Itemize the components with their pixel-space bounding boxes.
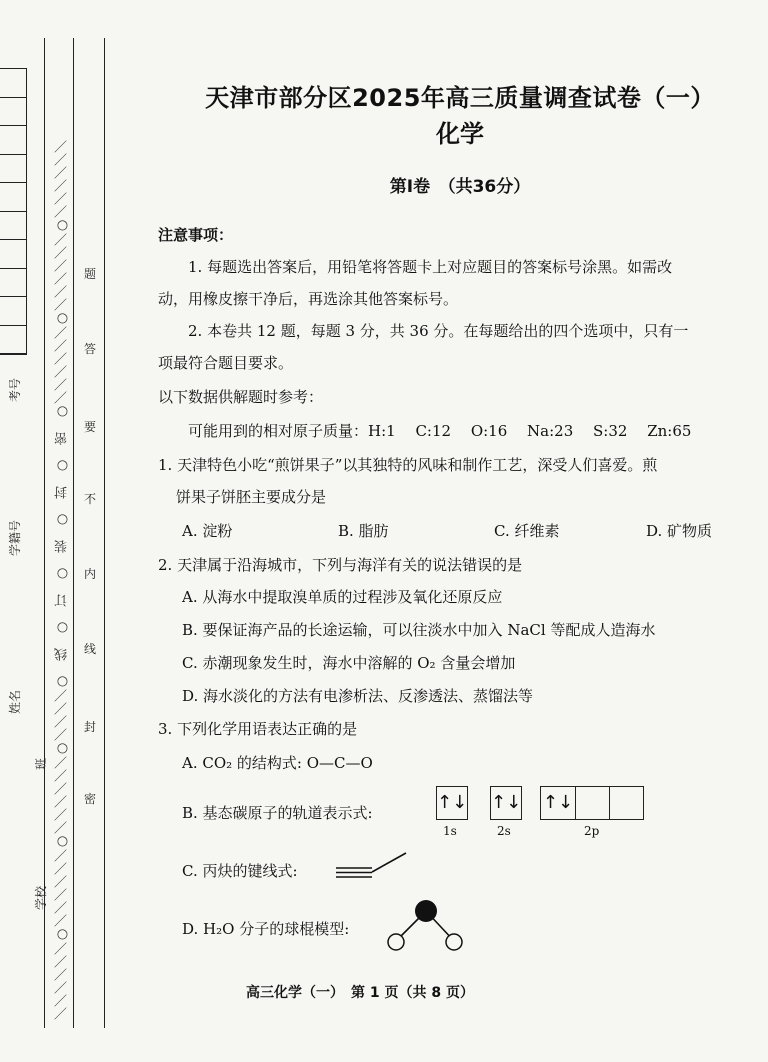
- q1-option-d: D. 矿物质: [646, 522, 713, 540]
- seal-char-mi: 密: [84, 792, 97, 806]
- exam-subject: 化学: [436, 120, 484, 148]
- q1-stem-line-2: 饼果子饼胚主要成分是: [176, 488, 327, 506]
- label-exam-number: 考号: [8, 377, 22, 402]
- q3-option-b: B. 基态碳原子的轨道表示式:: [182, 804, 373, 822]
- notes-heading: 注意事项：: [158, 226, 234, 244]
- note-2-line-1: 2. 本卷共 12 题，每题 3 分，共 36 分。在每题给出的四个选项中，只有一: [188, 322, 689, 340]
- q3-option-a: A. CO₂ 的结构式: O—C—O: [182, 754, 373, 772]
- orbital-label-2s: 2s: [497, 824, 511, 838]
- seal-char-bu: 不: [84, 492, 97, 506]
- page-footer: 高三化学（一） 第 1 页（共 8 页）: [246, 985, 474, 1001]
- q2-option-d: D. 海水淡化的方法有电渗析法、反渗透法、蒸馏法等: [182, 687, 534, 705]
- seal-char-nei: 内: [84, 567, 97, 581]
- label-school: 学校: [34, 885, 48, 910]
- seal-char-feng: 封: [84, 720, 97, 734]
- binding-line-1: [44, 38, 45, 1028]
- exam-number-boxes: [0, 68, 27, 355]
- q3-option-d: D. H₂O 分子的球棍模型:: [182, 920, 350, 938]
- seal-dash-line: ／／／／／／○／／／／／／○／／／／／／○／／／／○ 线 ○ 订 ○ 装 ○ 封 ○ 密 ○／／／／／／○／／／／／／○／／／／／／: [55, 140, 70, 1020]
- seal-char-yao: 要: [84, 420, 97, 434]
- q2-stem: 2. 天津属于沿海城市，下列与海洋有关的说法错误的是: [158, 556, 523, 574]
- binding-margin: [0, 0, 115, 1062]
- binding-line-3: [104, 38, 105, 1028]
- q3-stem: 3. 下列化学用语表达正确的是: [158, 720, 358, 738]
- orbital-label-1s: 1s: [443, 824, 457, 838]
- q1-option-b: B. 脂肪: [338, 522, 389, 540]
- label-name: 姓名: [8, 689, 22, 714]
- note-2-line-2: 项最符合题目要求。: [158, 354, 294, 372]
- q2-option-c: C. 赤潮现象发生时，海水中溶解的 O₂ 含量会增加: [182, 654, 516, 672]
- exam-part-heading: 第Ⅰ卷 （共36分）: [389, 177, 531, 197]
- binding-line-2: [73, 38, 74, 1028]
- orbital-2p-empty-1: [576, 787, 610, 819]
- atomic-masses: 可能用到的相对原子质量：H:1 C:12 O:16 Na:23 S:32 Zn:65: [188, 422, 692, 440]
- q2-option-b: B. 要保证海产品的长途运输，可以往淡水中加入 NaCl 等配成人造海水: [182, 621, 656, 639]
- orbital-2p-box: [540, 786, 644, 820]
- orbital-2s-arrows: ↑↓: [491, 792, 522, 813]
- note-1-line-1: 1. 每题选出答案后，用铅笔将答题卡上对应题目的答案标号涂黑。如需改: [188, 258, 673, 276]
- q3-option-c: C. 丙炔的键线式:: [182, 862, 298, 880]
- seal-char-da: 答: [84, 342, 97, 356]
- orbital-1s-box: [436, 786, 468, 820]
- exam-title: 天津市部分区2025年高三质量调查试卷（一）: [205, 84, 715, 112]
- orbital-2p-arrows: ↑↓: [541, 787, 576, 819]
- seal-char-xian: 线: [84, 642, 97, 656]
- reference-intro: 以下数据供解题时参考：: [158, 388, 324, 406]
- orbital-1s-arrows: ↑↓: [437, 792, 468, 813]
- orbital-2s-box: [490, 786, 522, 820]
- q1-stem-line-1: 1. 天津特色小吃“煎饼果子”以其独特的风味和制作工艺，深受人们喜爱。煎: [158, 456, 658, 474]
- note-1-line-2: 动，用橡皮擦干净后，再选涂其他答案标号。: [158, 290, 459, 308]
- seal-char-ti: 题: [84, 267, 97, 281]
- q1-option-a: A. 淀粉: [182, 522, 233, 540]
- propyne-skeletal-formula: [334, 850, 410, 880]
- orbital-label-2p: 2p: [584, 824, 600, 838]
- q1-option-c: C. 纤维素: [494, 522, 560, 540]
- label-class: 班: [34, 757, 48, 770]
- q2-option-a: A. 从海水中提取溴单质的过程涉及氧化还原反应: [182, 588, 503, 606]
- label-student-id: 学籍号: [8, 519, 22, 556]
- water-ball-stick-model: [384, 894, 468, 956]
